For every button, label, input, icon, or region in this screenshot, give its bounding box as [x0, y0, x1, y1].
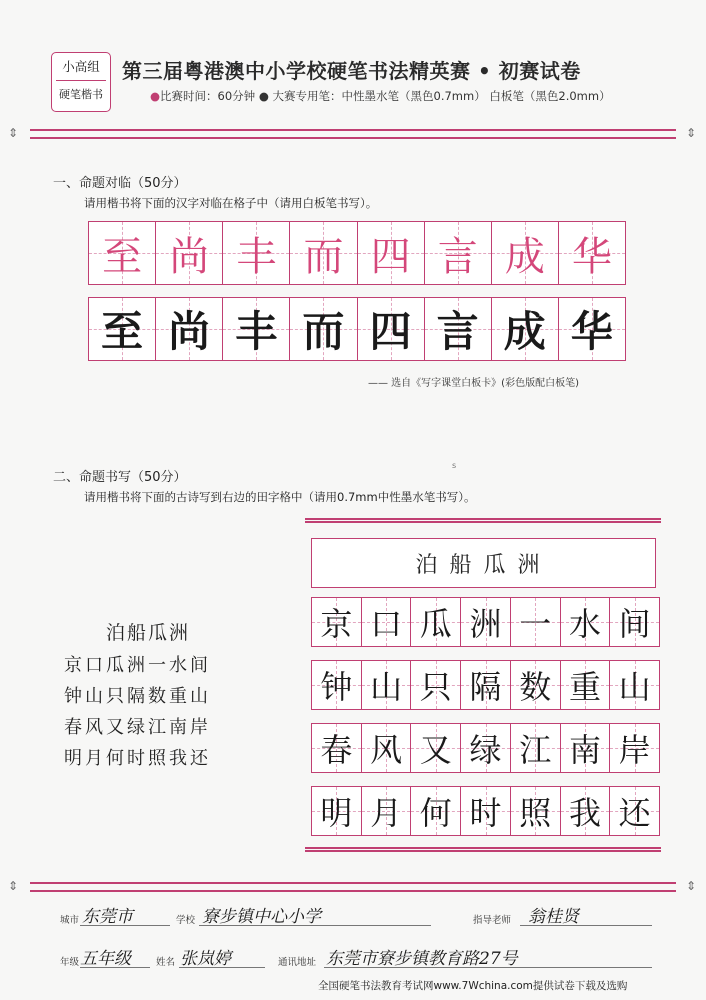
grid-cell — [511, 598, 561, 646]
grade-underline — [80, 967, 150, 968]
written-character: 尚 — [168, 307, 211, 356]
school-value[interactable]: 寮步镇中心小学 — [202, 907, 321, 927]
handwritten-character: 还 — [618, 794, 651, 832]
badge-group: 小高组 — [62, 59, 100, 74]
section2-heading: 二、命题书写（50分） — [53, 470, 187, 485]
grid-cell — [156, 298, 223, 360]
handwritten-character: 山 — [370, 668, 403, 706]
grid-cell — [559, 222, 625, 284]
section2-instruction: 请用楷书将下面的古诗写到右边的田字格中（请用0.7mm中性墨水笔书写）。 — [84, 490, 476, 504]
written-character: 至 — [101, 307, 144, 356]
address-label: 通讯地址 — [278, 957, 317, 968]
grid-cell — [362, 724, 412, 772]
frame-top-band — [305, 518, 661, 523]
poem-line: 明月何时照我还 — [64, 748, 211, 769]
written-title: 泊船瓜洲 — [415, 552, 552, 578]
grid-cell — [461, 598, 511, 646]
city-label: 城市 — [60, 915, 80, 926]
handwritten-character: 京 — [320, 605, 353, 643]
grid-cell — [156, 222, 223, 284]
poem-grid-row — [311, 723, 660, 773]
school-underline — [199, 925, 431, 926]
school-label: 学校 — [176, 915, 196, 926]
handwritten-character: 明 — [320, 794, 353, 832]
grid-cell — [358, 222, 425, 284]
grid-cell — [461, 787, 511, 835]
grid-cell — [290, 222, 357, 284]
name-underline — [179, 967, 265, 968]
category-badge — [51, 52, 111, 112]
grid-cell — [561, 724, 611, 772]
section1-heading: 一、命题对临（50分） — [53, 176, 187, 191]
teacher-underline — [520, 925, 652, 926]
written-character-grid — [88, 297, 626, 361]
poem-text — [64, 650, 211, 774]
handwritten-character: 只 — [419, 668, 452, 706]
handwritten-character: 风 — [370, 731, 403, 769]
handwritten-character: 山 — [618, 668, 651, 706]
handwritten-character: 口 — [370, 605, 403, 643]
arrow-icon: ⇕ — [686, 879, 697, 893]
handwritten-character: 何 — [419, 794, 452, 832]
grid-cell — [362, 661, 412, 709]
grid-cell — [411, 787, 461, 835]
badge-style: 硬笔楷书 — [59, 88, 103, 101]
grade-value[interactable]: 五年级 — [80, 949, 131, 969]
handwritten-character: 春 — [320, 731, 353, 769]
grid-cell — [425, 222, 492, 284]
grid-cell — [312, 724, 362, 772]
model-character: 丰 — [236, 233, 277, 280]
handwritten-character: 照 — [519, 794, 552, 832]
poem-grid-row — [311, 660, 660, 710]
grid-cell — [461, 661, 511, 709]
handwritten-character: 水 — [568, 605, 601, 643]
handwritten-character: 我 — [568, 794, 601, 832]
grid-cell — [511, 724, 561, 772]
poem-writing-grids — [311, 597, 660, 849]
address-underline — [324, 967, 652, 968]
grid-cell — [610, 787, 659, 835]
model-character: 而 — [303, 233, 344, 280]
grid-cell — [610, 724, 659, 772]
poem-grid-row — [311, 786, 660, 836]
grid-cell — [561, 598, 611, 646]
written-character: 而 — [302, 307, 345, 356]
handwritten-character: 时 — [469, 794, 502, 832]
section1-instruction: 请用楷书将下面的汉字对临在格子中（请用白板笔书写）。 — [84, 196, 378, 210]
handwritten-character: 绿 — [469, 731, 502, 769]
grid-cell — [425, 298, 492, 360]
exam-info-text: 比赛时间：60分钟 ● 大赛专用笔：中性墨水笔（黑色0.7mm） 白板笔（黑色2.0mm） — [160, 89, 611, 103]
written-character: 丰 — [235, 307, 278, 356]
handwritten-character: 一 — [519, 605, 552, 643]
address-value[interactable]: 东莞市寮步镇教育路27号 — [326, 949, 518, 969]
model-character: 华 — [571, 233, 612, 280]
written-character: 四 — [369, 307, 412, 356]
grid-cell — [312, 661, 362, 709]
written-character: 言 — [436, 307, 479, 356]
handwritten-character: 钟 — [320, 668, 353, 706]
model-character-grid — [88, 221, 626, 285]
grid-cell — [411, 598, 461, 646]
handwritten-character: 又 — [419, 731, 452, 769]
grid-cell — [561, 787, 611, 835]
grid-cell — [89, 298, 156, 360]
page-mark: s — [452, 461, 457, 470]
handwritten-character: 重 — [568, 668, 601, 706]
grid-cell — [411, 661, 461, 709]
poem-line: 钟山只隔数重山 — [64, 686, 211, 707]
written-character: 华 — [570, 307, 613, 356]
arrow-icon: ⇕ — [8, 126, 19, 140]
grid-cell — [312, 787, 362, 835]
footer-text: 全国硬笔书法教育考试网www.7Wchina.com提供试卷下载及选购 — [318, 980, 628, 992]
city-underline — [80, 925, 170, 926]
grid-cell — [89, 222, 156, 284]
model-character: 尚 — [169, 233, 210, 280]
handwritten-character: 间 — [618, 605, 651, 643]
model-character: 至 — [102, 233, 143, 280]
handwritten-character: 瓜 — [419, 605, 452, 643]
grid-cell — [358, 298, 425, 360]
grid-cell — [610, 661, 659, 709]
grid-cell — [511, 661, 561, 709]
exam-info — [150, 88, 611, 104]
arrow-icon: ⇕ — [686, 126, 697, 140]
bullet-icon: ● — [150, 89, 161, 103]
grid-cell — [461, 724, 511, 772]
poem-grid-row — [311, 597, 660, 647]
grid-cell — [411, 724, 461, 772]
grid-cell — [223, 222, 290, 284]
handwritten-character: 南 — [568, 731, 601, 769]
source-credit: —— 选自《写字课堂白板卡》(彩色版配白板笔) — [368, 378, 579, 389]
model-character: 四 — [370, 233, 411, 280]
model-character: 成 — [504, 233, 545, 280]
arrow-icon: ⇕ — [8, 879, 19, 893]
handwritten-character: 隔 — [469, 668, 502, 706]
poem-line: 京口瓜洲一水间 — [64, 655, 211, 676]
exam-title: 第三届粤港澳中小学校硬笔书法精英赛 • 初赛试卷 — [122, 59, 581, 83]
grid-cell — [362, 598, 412, 646]
name-label: 姓名 — [156, 957, 176, 968]
handwritten-character: 江 — [519, 731, 552, 769]
bottom-divider — [30, 882, 676, 892]
handwritten-character: 月 — [370, 794, 403, 832]
grid-cell — [561, 661, 611, 709]
poem-title: 泊船瓜洲 — [106, 622, 191, 644]
handwritten-character: 洲 — [469, 605, 502, 643]
grade-label: 年级 — [60, 957, 80, 968]
grid-cell — [511, 787, 561, 835]
top-divider — [30, 129, 676, 139]
model-character: 言 — [437, 233, 478, 280]
grid-cell — [559, 298, 625, 360]
handwritten-character: 数 — [519, 668, 552, 706]
teacher-label: 指导老师 — [473, 915, 512, 926]
city-value[interactable]: 东莞市 — [82, 907, 133, 927]
written-title-box — [311, 538, 656, 588]
grid-cell — [223, 298, 290, 360]
grid-cell — [362, 787, 412, 835]
written-character: 成 — [503, 307, 546, 356]
badge-divider — [56, 80, 106, 81]
grid-cell — [312, 598, 362, 646]
handwritten-character: 岸 — [618, 731, 651, 769]
poem-line: 春风又绿江南岸 — [64, 717, 211, 738]
teacher-value[interactable]: 翁桂贤 — [528, 907, 579, 927]
grid-cell — [492, 298, 559, 360]
grid-cell — [492, 222, 559, 284]
grid-cell — [610, 598, 659, 646]
grid-cell — [290, 298, 357, 360]
name-value[interactable]: 张岚婷 — [180, 949, 231, 969]
